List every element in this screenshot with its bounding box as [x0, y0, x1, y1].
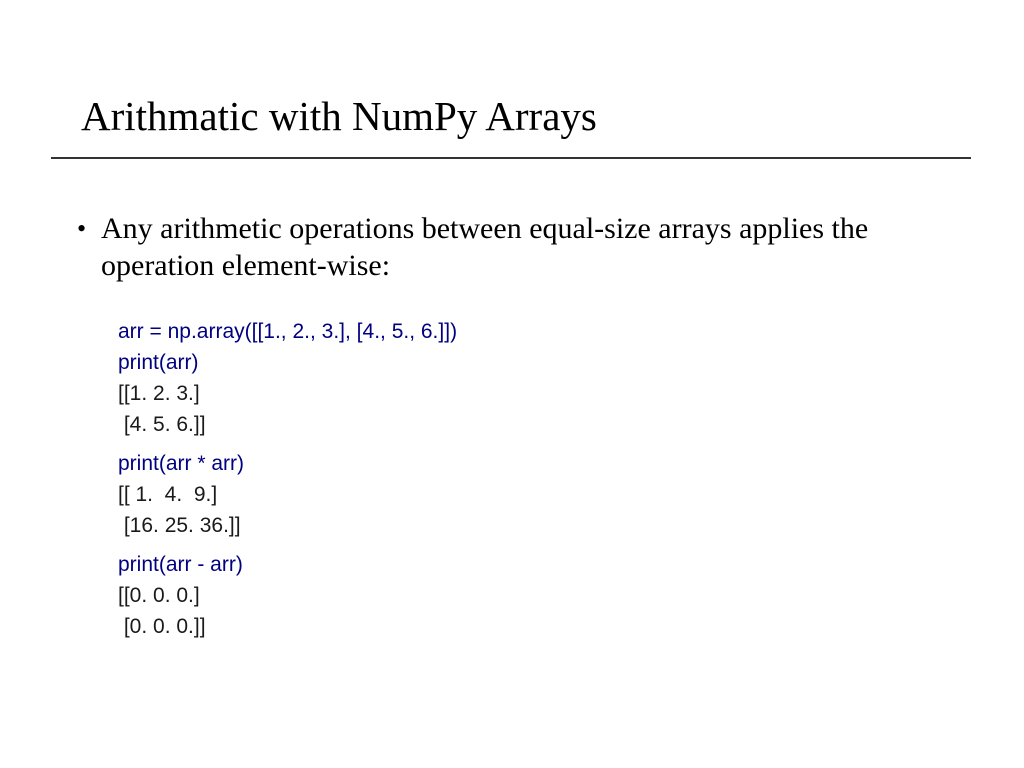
title-divider	[51, 157, 971, 159]
output-line: [16. 25. 36.]]	[118, 514, 241, 537]
output-line: [[ 1. 4. 9.]	[118, 483, 218, 506]
code-group	[118, 549, 738, 642]
code-line: print(arr)	[118, 351, 199, 374]
bullet-icon: •	[77, 214, 87, 243]
bullet-item	[77, 210, 977, 284]
bullet-text: Any arithmetic operations between equal-size arrays applies the operation element-wise:	[101, 212, 869, 282]
output-line: [4. 5. 6.]]	[118, 413, 206, 436]
slide-title: Arithmatic with NumPy Arrays	[81, 93, 597, 139]
code-group	[118, 316, 738, 440]
code-line: print(arr * arr)	[118, 452, 245, 475]
code-line: arr = np.array([[1., 2., 3.], [4., 5., 6.]])	[118, 320, 458, 343]
code-example	[118, 316, 738, 650]
code-line: print(arr - arr)	[118, 553, 243, 576]
output-line: [[1. 2. 3.]	[118, 382, 200, 405]
code-group	[118, 448, 738, 541]
output-line: [0. 0. 0.]]	[118, 615, 206, 638]
output-line: [[0. 0. 0.]	[118, 584, 200, 607]
